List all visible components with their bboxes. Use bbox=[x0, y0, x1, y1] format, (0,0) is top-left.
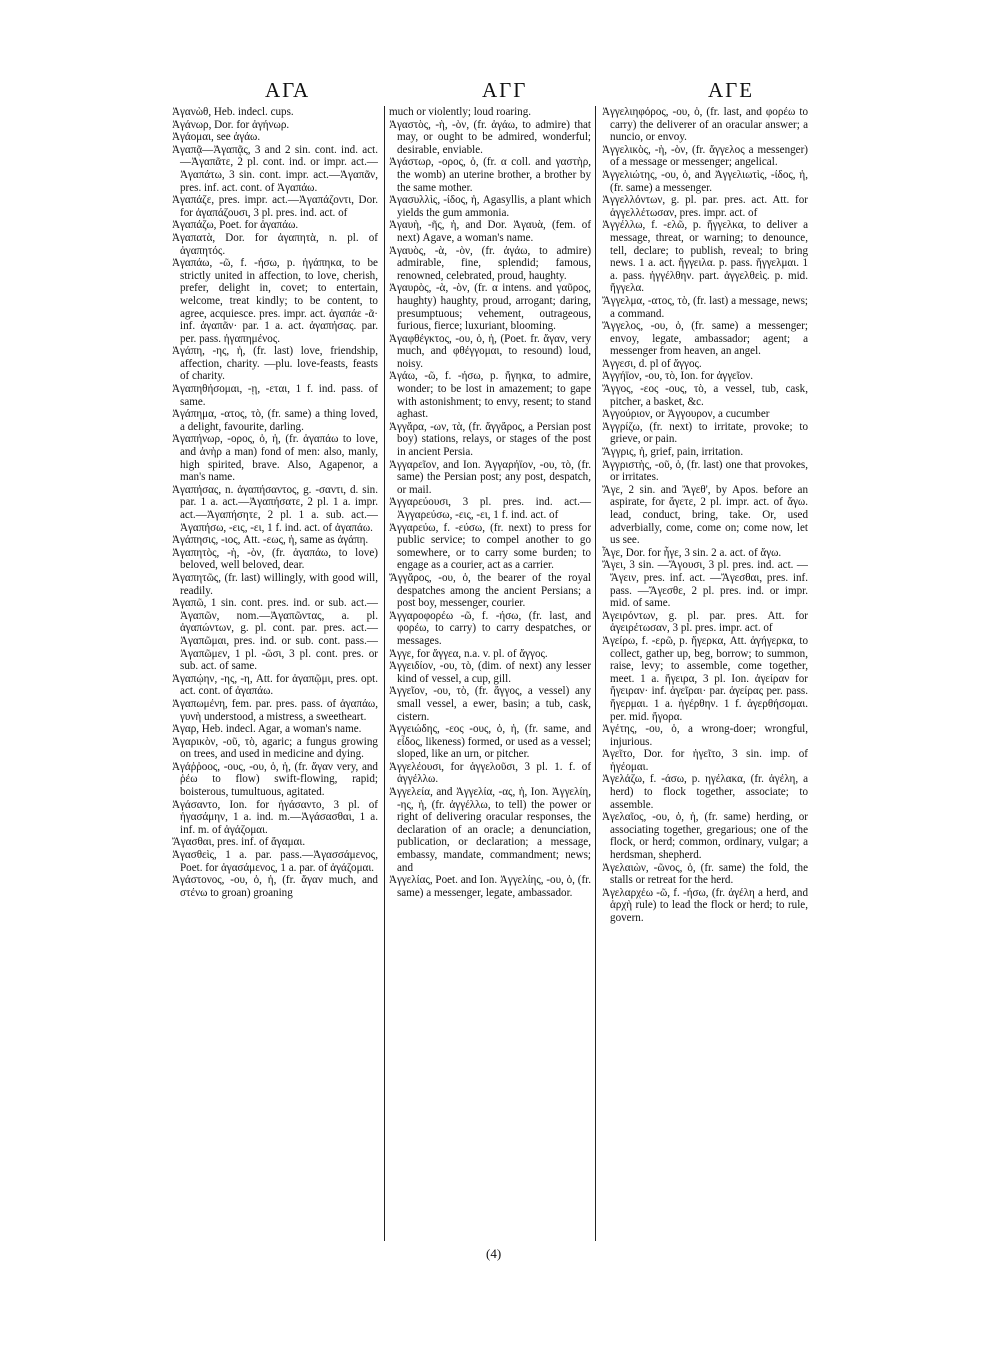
column-right bbox=[602, 106, 808, 1241]
dictionary-entry: Ἀγαπωμένη, fem. par. pres. pass. of ἀγαπάω, γυνὴ understood, a mistress, a sweetheart. bbox=[172, 697, 378, 723]
dictionary-entry: Ἀγγριστὴς, -οῦ, ὁ, (fr. last) one that provokes, or irritates. bbox=[602, 458, 808, 484]
running-header-center: ΑΓΓ bbox=[482, 78, 528, 102]
dictionary-entry: Ἄγει, 3 sin. —Ἄγουσι, 3 pl. pres. ind. act. —Ἄγειν, pres. inf. act. —Ἄγεσθαι, pres. inf. pass. —Ἄγεσθε, 2 pl. pres. ind. or impr. mid. of same. bbox=[602, 559, 808, 610]
dictionary-entry: Ἀγαπᾷ—Ἀγαπᾷς, 3 and 2 sin. cont. ind. act.—Ἀγαπᾶτε, 2 pl. cont. ind. or impr. act.—Ἀγαπάτω, 3 sin. cont. impr. act.—Ἀγαπᾶν, pres. inf. act. cont. of Ἀγαπάω. bbox=[172, 143, 378, 194]
text-columns bbox=[172, 106, 808, 1241]
dictionary-entry: Ἀγαπήσας, n. ἀγαπήσαντος, g. -σαντι, d. sin. par. 1 a. act.—Ἀγαπήσατε, 2 pl. 1 a. impr. act.—Ἀγαπήσητε, 2 pl. 1 a. sub. act.—Ἀγαπήσω, -εις, -ει, 1 f. ind. act. of ἀγαπάω. bbox=[172, 483, 378, 534]
dictionary-entry: Ἄγγἄρος, -ου, ὁ, the bearer of the royal despatches among the ancient Persians; a post boy, messenger, courier. bbox=[388, 571, 592, 610]
dictionary-entry: Ἀγαυρὸς, -ὰ, -ὸν, (fr. α intens. and γαῦρος, haughty) haughty, proud, arrogant; daring, presumptuous; vehement, outrageous, furious, fierce; luxuriant, blooming. bbox=[388, 282, 592, 333]
dictionary-entry: Ἀγγελιηφόρος, -ου, ὁ, (fr. last, and φορέω to carry) the deliverer of an oracular answer; a nuncio, or envoy. bbox=[602, 106, 808, 144]
dictionary-entry: Ἀγείρω, f. -ερῶ, p. ἤγερκα, Att. ἀγήγερκα, to collect, gather up, beg, borrow; to summon, raise, levy; to assemble, come together, meet. 1 a. ἤγειρα, 3 pl. Ion. ἀγείραν for ἤγειραν· inf. ἀγεῖραι· par. ἀγείρας per. pass. ἤγερμαι. 1 a. ἠγέρθην. 1 f. ἀγερθήσομαι. per. mid. ἤγορα. bbox=[602, 634, 808, 723]
dictionary-entry: Ἀγαπητὸς, -ὴ, -ὸν, (fr. ἀγαπάω, to love) beloved, well beloved, dear. bbox=[172, 546, 378, 572]
dictionary-entry: Ἀγάνωρ, Dor. for ἀγήνωρ. bbox=[172, 118, 290, 131]
dictionary-entry: Ἀγαυὸς, -ὰ, -ὸν, (fr. ἀγάω, to admire) admirable, fine, splendid; famous, renowned, celebrated, proud, haughty. bbox=[388, 244, 592, 282]
dictionary-entry: Ἀγγελλόντων, g. pl. par. pres. act. Att. for ἀγγελλέτωσαν, pres. impr. act. of bbox=[602, 194, 808, 219]
dictionary-entry: Ἀγέτης, -ου, ὁ, a wrong-doer; wrongful, injurious. bbox=[602, 723, 808, 748]
dictionary-entry: Ἀγγαροφορέω -ῶ, f. -ήσω, (fr. last, and φορέω, to carry) to carry despatches, or messages. bbox=[388, 609, 592, 647]
dictionary-entry: Ἄγε, 2 sin. and Ἄγεθ', by Apos. before an aspirate, for ἄγετε, 2 pl. impr. act. of ἄγω. lead, conduct, bring, take. Or, used adverbially, come, come on; come now, let us see. bbox=[602, 483, 808, 547]
dictionary-entry: Ἀγάω, -ῶ, f. -ήσω, p. ἤγηκα, to admire, wonder; to be lost in amazement; to gape with astonishment; to envy, resent; to stand aghast. bbox=[388, 370, 592, 421]
dictionary-entry: Ἀγειρόντων, g. pl. par. pres. Att. for ἀγειρέτωσαν, 3 pl. pres. impr. act. of bbox=[602, 609, 808, 635]
dictionary-entry: Ἀγάῤῥοος, -ους, -ου, ὁ, ἡ, (fr. ἄγαν very, and ῥέω to flow) swift-flowing, rapid; boisterous, tumultuous, agitated. bbox=[172, 760, 378, 799]
dictionary-entry: Ἀγγελικὸς, -ὴ, -ὸν, (fr. ἄγγελος a messenger) of a message or messenger; angelical. bbox=[602, 143, 808, 169]
dictionary-entry: Ἆγε, Dor. for ἦγε, 3 sin. 2 a. act. of ἄγω. bbox=[602, 546, 782, 559]
running-header-left: ΑΓΑ bbox=[265, 78, 311, 102]
dictionary-entry: Ἄγγρις, ἡ, grief, pain, irritation. bbox=[602, 446, 744, 459]
dictionary-entry: Ἀγελάζω, f. -άσω, p. ηγέλακα, (fr. ἀγέλη, a herd) to flock together, associate; to assemble. bbox=[602, 773, 808, 811]
dictionary-entry: Ἀγαρικὸν, -οῦ, τὸ, agaric; a fungus growing on trees, and used in medicine and dying. bbox=[172, 735, 378, 761]
column-left bbox=[172, 106, 378, 1241]
dictionary-entry: Ἀγγελιώτης, -ου, ὁ, and Ἀγγελιωτὶς, -ίδος, ἡ, (fr. same) a messenger. bbox=[602, 168, 808, 194]
dictionary-entry: Ἄγγελμα, -ατος, τὸ, (fr. last) a message, news; a command. bbox=[602, 294, 808, 320]
dictionary-entry: much or violently; loud roaring. bbox=[388, 106, 532, 118]
dictionary-entry: Ἀγαπάζε, pres. impr. act.—Ἀγαπάζοντι, Dor. for ἀγαπάζουσι, 3 pl. pres. ind. act. of bbox=[172, 194, 378, 219]
page-number: (4) bbox=[486, 1246, 502, 1261]
dictionary-entry: Ἀγελαιὼν, -ῶνος, ὁ, (fr. same) the fold, the stalls or retreat for the herd. bbox=[602, 861, 808, 887]
dictionary-entry: Ἀγαρ, Heb. indecl. Agar, a woman's name. bbox=[172, 723, 362, 736]
dictionary-entry: Ἄγγος, -εος -ους, τὸ, a vessel, tub, cask, pitcher, a basket, &c. bbox=[602, 383, 808, 408]
dictionary-entry: Ἀγασυλλὶς, -ίδος, ἡ, Agasyllis, a plant which yields the gum ammonia. bbox=[388, 194, 592, 219]
dictionary-entry: Ἀγάπησις, -ιος, Att. -εως, ἡ, same as ἀγάπη. bbox=[172, 534, 369, 547]
dictionary-entry: Ἀγγε, for ἄγγεα, n.a. v. pl. of ἄγγος. bbox=[388, 647, 548, 660]
dictionary-entry: Ἀγελαῖος, -ου, ὁ, ἡ, (fr. same) herding, or associating together, gregarious; one of the flock, or herd; common, ordinary, vulgar; a herdsman, shepherd. bbox=[602, 811, 808, 862]
dictionary-entry: Ἀγανὼθ, Heb. indecl. cups. bbox=[172, 106, 294, 118]
running-header-right: ΑΓΕ bbox=[708, 78, 755, 102]
dictionary-entry: Ἀγαπήνωρ, -ορος, ὁ, ἡ, (fr. ἀγαπάω to love, and ἀνὴρ a man) fond of men: also, manly, high spirited, brave. Also, Agapenor, a man's name. bbox=[172, 433, 378, 484]
dictionary-entry: Ἀγγεῖον, -ου, τὸ, (fr. ἄγγος, a vessel) any small vessel, a ewer, basin; a tub, cask, cistern. bbox=[388, 685, 592, 723]
dictionary-entry: Ἀγγελίας, Poet. and Ion. Ἀγγελίης, -ου, ὁ, (fr. same) a messenger, legate, ambassador. bbox=[388, 874, 592, 899]
dictionary-entry: Ἀγαπητῶς, (fr. last) willingly, with good will, readily. bbox=[172, 571, 378, 597]
dictionary-entry: Ἀγαστὸς, -ὴ, -ὸν, (fr. ἀγάω, to admire) that may, or ought to be admired, wonderful; desirable, enviable. bbox=[388, 118, 592, 156]
dictionary-entry: Ἀγάστωρ, -ορος, ὁ, (fr. α coll. and γαστὴρ, the womb) an uterine brother, a brother by the same mother. bbox=[388, 156, 592, 194]
dictionary-entry: Ἀγγέλλω, f. -ελῶ, p. ἤγγελκα, to deliver a message, threat, or warning; to denounce, tell, declare; to publish, reveal; to bring news. 1 a. act. ἤγγειλα. p. pass. ἤγγελμαι. 1 a. pass. ἠγγέλθην. part. ἀγγελθεὶς. p. mid. ἤγγελα. bbox=[602, 219, 808, 295]
dictionary-entry: Ἀγάπημα, -ατος, τὸ, (fr. same) a thing loved, a delight, favourite, darling. bbox=[172, 408, 378, 433]
column-middle bbox=[384, 106, 596, 1241]
dictionary-entry: Ἀγαφθέγκτος, -ου, ὁ, ἡ, (Poet. fr. ἄγαν, very much, and φθέγγομαι, to resound) loud, noisy. bbox=[388, 332, 592, 370]
dictionary-entry: Ἀγγαρεῖον, and Ion. Ἀγγαρήϊον, -ου, τὸ, (fr. same) the Persian post; any post, despatch, or mail. bbox=[388, 458, 592, 496]
dictionary-entry: Ἀγγελέουσι, for ἀγγελοῦσι, 3 pl. 1. f. of ἀγγέλλω. bbox=[388, 760, 592, 786]
dictionary-entry: Ἀγαπάζω, Poet. for ἀγαπάω. bbox=[172, 219, 299, 232]
dictionary-entry: Ἀγγειδίον, -ου, τὸ, (dim. of next) any lesser kind of vessel, a cup, gill. bbox=[388, 660, 592, 685]
dictionary-entry: Ἀγαπάω, -ῶ, f. -ήσω, p. ἠγάπηκα, to be strictly united in affection, to love, cherish, prefer, delight in, covet; to entertain, welcome, treat kindly; to be content, to agree, acquiesce. pres. impr. act. ἀγαπάε -ᾶ· inf. ἀγαπᾶν· par. 1 a. act. ἀγαπήσας. par. per. pass. ἠγαπημένος. bbox=[172, 257, 378, 345]
dictionary-entry: Ἀγγεσι, d. pl of ἄγγος. bbox=[602, 357, 702, 370]
dictionary-entry: Ἄγασθαι, pres. inf. of ἄγαμαι. bbox=[172, 836, 306, 849]
dictionary-entry: Ἀγεῖτο, Dor. for ἡγεῖτο, 3 sin. imp. of ἡγέομαι. bbox=[602, 748, 808, 773]
dictionary-entry: Ἀγαπατὰ, Dor. for ἀγαπητὰ, n. pl. of ἀγαπητός. bbox=[172, 231, 378, 257]
dictionary-entry: Ἀγάστονος, -ου, ὁ, ἡ, (fr. ἄγαν much, and στένω to groan) groaning bbox=[172, 874, 378, 899]
dictionary-entry: Ἀγαπῶ, 1 sin. cont. pres. ind. or sub. act.—Ἀγαπῶν, nom.—Ἀγαπῶντας, a. pl. ἀγαπώντων, g. pl. cont. par. pres. act.—Ἀγαπῶμαι, pres. ind. or sub. cont. pass.—Ἀγαπῶμεν, 1 pl. -ῶσι, 3 pl. cont. pres. or sub. act. of same. bbox=[172, 597, 378, 673]
dictionary-entry: Ἀγγαρεύω, f. -εύσω, (fr. next) to press for public service; to compel another to go somewhere, or to carry some burden; to engage as a courier, act as a carrier. bbox=[388, 521, 592, 572]
dictionary-entry: Ἀγγελεία, and Ἀγγελία, -ας, ἡ, Ion. Ἀγγελίη, -ης, ἡ, (fr. ἀγγέλλω, to tell) the power or right of delivering oracular responses, the declaration of an oracle; a denunciation, publication, or declaration; a message, embassy, mandate, commandment; news; and bbox=[388, 786, 592, 874]
dictionary-entry: Ἀγγειώδης, -εος -ους, ὁ, ἡ, (fr. same, and εἶδος, likeness) formed, or used as a vessel; sloped, like an urn, or pitcher. bbox=[388, 723, 592, 761]
dictionary-entry: Ἀγγούριον, or Ἀγγουρον, a cucumber bbox=[602, 408, 770, 421]
dictionary-entry: Ἀγαυὴ, -ῆς, ἡ, and Dor. Ἀγαυὰ, (fem. of next) Agave, a woman's name. bbox=[388, 219, 592, 244]
dictionary-entry: Ἀγγρίζω, (fr. next) to irritate, provoke; to grieve, or pain. bbox=[602, 420, 808, 446]
dictionary-entry: Ἀγάσαντο, Ion. for ἠγάσαντο, 3 pl. of ἠγασάμην, 1 a. ind. m.—Ἀγάσασθαι, 1 a. inf. m. of ἀγάζομαι. bbox=[172, 798, 378, 836]
dictionary-entry: Ἀγάομαι, see ἀγάω. bbox=[172, 131, 261, 144]
dictionary-entry: Ἀγγἄρα, -ων, τὰ, (fr. ἄγγἄρος, a Persian post boy) stations, relays, or stages of the post in ancient Persia. bbox=[388, 420, 592, 459]
dictionary-entry: Ἀγάπη, -ης, ἡ, (fr. last) love, friendship, affection, charity. —plu. love-feasts, feasts of charity. bbox=[172, 345, 378, 383]
dictionary-entry: Ἀγαπῴην, -ης, -η, Att. for ἀγαπῷμι, pres. opt. act. cont. of ἀγαπάω. bbox=[172, 672, 378, 698]
dictionary-entry: Ἀγαπηθήσομαι, -ῃ, -εται, 1 f. ind. pass. of same. bbox=[172, 383, 378, 408]
dictionary-entry: Ἀγγήϊον, -ου, τὸ, Ion. for ἀγγεῖον. bbox=[602, 370, 754, 383]
dictionary-entry: Ἀγγαρεύουσι, 3 pl. pres. ind. act.—Ἀγγαρεύσω, -εις, -ει, 1 f. ind. act. of bbox=[388, 496, 592, 521]
dictionary-entry: Ἄγγελος, -ου, ὁ, (fr. same) a messenger; envoy, legate, ambassador; agent; a messenger from heaven, an angel. bbox=[602, 320, 808, 358]
dictionary-entry: Ἀγασθεὶς, 1 a. par. pass.—Ἀγασσάμενος, Poet. for ἀγασάμενος, 1 a. par. of ἀγάζομαι. bbox=[172, 849, 378, 874]
dictionary-entry: Ἀγελαρχέω -ῶ, f. -ήσω, (fr. ἀγέλη a herd, and ἀρχὴ rule) to lead the flock or herd; to rule, govern. bbox=[602, 886, 808, 924]
